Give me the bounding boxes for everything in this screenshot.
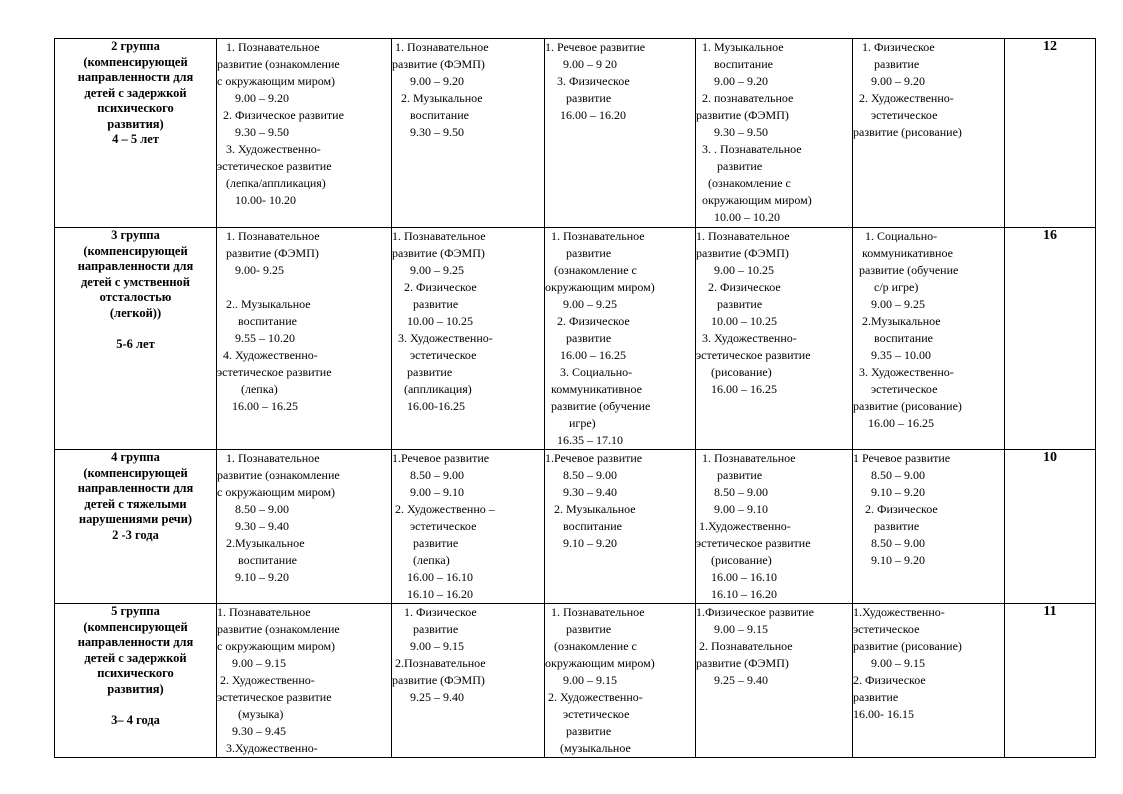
day-cell: [545, 228, 696, 450]
day-cell: [696, 450, 853, 604]
activity-text: 1. Познавательное развитие (ФЭМП) 9.00 – 9.25 2. Физическое развитие 10.00 – 10.25 3. Художественно- эстетическое развитие (аппликация) 16.00-16.25: [392, 229, 493, 413]
day-cell: [217, 450, 392, 604]
activity-text: 1. Познавательное развитие (ознакомление с окружающим миром) 9.00 – 9.15 2. Художественно- эстетическое развитие (музыка) 9.30 – 9.45 3.Художественно-: [217, 605, 340, 755]
table-row: [55, 39, 1096, 228]
activity-text: 1. Познавательное развитие (ФЭМП) 9.00 – 9.20 2. Музыкальное воспитание 9.30 – 9.50: [392, 40, 489, 139]
group-age: 4 – 5 лет: [112, 132, 159, 146]
group-cell: [55, 450, 217, 604]
day-cell: [853, 228, 1005, 450]
total-count: 12: [1005, 39, 1096, 228]
group-age: 5-6 лет: [116, 337, 155, 351]
day-cell: [545, 39, 696, 228]
activity-text: 1. Познавательное развитие (ознакомление с окружающим миром) 9.00 – 9.20 2. Физическое развитие 9.30 – 9.50 3. Художественно- эстетическое развитие (лепка/аппликация) 10.00- 10.20: [217, 40, 344, 207]
schedule-table: [54, 38, 1096, 758]
day-cell: [853, 39, 1005, 228]
activity-text: 1. Познавательное развитие (ознакомление с окружающим миром) 9.00 – 9.25 2. Физическое развитие 16.00 – 16.25 3. Социально- коммуникативное развитие (обучение игре) 16.35 – 17.10: [545, 229, 655, 447]
day-cell: [217, 228, 392, 450]
group-cell: [55, 228, 217, 450]
group-cell: [55, 39, 217, 228]
day-cell: [853, 450, 1005, 604]
total-count: 10: [1005, 450, 1096, 604]
day-cell: [696, 228, 853, 450]
day-cell: [217, 39, 392, 228]
group-name: 2 группа (компенсирующей направленности для детей с задержкой психического развития): [77, 39, 194, 131]
activity-text: 1. Познавательное развитие (ознакомление с окружающим миром) 8.50 – 9.00 9.30 – 9.40 2.Музыкальное воспитание 9.10 – 9.20: [217, 451, 340, 584]
day-cell: [217, 604, 392, 758]
day-cell: [545, 450, 696, 604]
activity-text: 1. Речевое развитие 9.00 – 9 20 3. Физическое развитие 16.00 – 16.20: [545, 40, 646, 122]
activity-text: 1. Познавательное развитие (ФЭМП) 9.00 – 10.25 2. Физическое развитие 10.00 – 10.25 3. Художественно- эстетическое развитие (рисование) 16.00 – 16.25: [696, 229, 811, 396]
activity-text: 1. Физическое развитие 9.00 – 9.20 2. Художественно- эстетическое развитие (рисование): [853, 40, 962, 139]
total-count: 11: [1005, 604, 1096, 758]
day-cell: [392, 450, 545, 604]
day-cell: [853, 604, 1005, 758]
activity-text: 1. Познавательное развитие (ознакомление с окружающим миром) 9.00 – 9.15 2. Художественно- эстетическое развитие (музыкальное: [545, 605, 655, 755]
activity-text: 1.Художественно- эстетическое развитие (рисование) 9.00 – 9.15 2. Физическое развитие 16.00- 16.15: [853, 605, 962, 721]
group-name: 4 группа (компенсирующей направленности для детей с тяжелыми нарушениями речи): [77, 450, 194, 526]
table-row: [55, 450, 1096, 604]
group-name: 3 группа (компенсирующей направленности для детей с умственной отсталостью (легкой)): [77, 228, 194, 320]
group-age: 3– 4 года: [111, 713, 160, 727]
day-cell: [696, 39, 853, 228]
group-name: 5 группа (компенсирующей направленности для детей с задержкой психического развития): [77, 604, 194, 696]
table-row: [55, 604, 1096, 758]
activity-text: 1.Речевое развитие 8.50 – 9.00 9.00 – 9.10 2. Художественно – эстетическое развитие (лепка) 16.00 – 16.10 16.10 – 16.20: [392, 451, 495, 601]
activity-text: 1.Речевое развитие 8.50 – 9.00 9.30 – 9.40 2. Музыкальное воспитание 9.10 – 9.20: [545, 451, 643, 550]
table-row: [55, 228, 1096, 450]
activity-text: 1. Познавательное развитие 8.50 – 9.00 9.00 – 9.10 1.Художественно- эстетическое развитие (рисование) 16.00 – 16.10 16.10 – 16.20: [696, 451, 811, 601]
total-count: 16: [1005, 228, 1096, 450]
activity-text: 1. Познавательное развитие (ФЭМП) 9.00- 9.25 2.. Музыкальное воспитание 9.55 – 10.20 4. Художественно- эстетическое развитие (лепка) 16.00 – 16.25: [217, 229, 332, 413]
day-cell: [696, 604, 853, 758]
day-cell: [392, 604, 545, 758]
day-cell: [545, 604, 696, 758]
activity-text: 1. Музыкальное воспитание 9.00 – 9.20 2. познавательное развитие (ФЭМП) 9.30 – 9.50 3. . Познавательное развитие (ознакомление с окружающим миром) 10.00 – 10.20: [696, 40, 812, 224]
day-cell: [392, 228, 545, 450]
activity-text: 1.Физическое развитие 9.00 – 9.15 2. Познавательное развитие (ФЭМП) 9.25 – 9.40: [696, 605, 814, 687]
activity-text: 1. Социально- коммуникативное развитие (обучение с/р игре) 9.00 – 9.25 2.Музыкальное воспитание 9.35 – 10.00 3. Художественно- эстетическое развитие (рисование) 16.00 – 16.25: [853, 229, 962, 430]
group-age: 2 -3 года: [112, 527, 159, 542]
activity-text: 1. Физическое развитие 9.00 – 9.15 2.Познавательное развитие (ФЭМП) 9.25 – 9.40: [392, 605, 486, 704]
day-cell: [392, 39, 545, 228]
group-cell: [55, 604, 217, 758]
activity-text: 1 Речевое развитие 8.50 – 9.00 9.10 – 9.20 2. Физическое развитие 8.50 – 9.00 9.10 – 9.20: [853, 451, 951, 567]
